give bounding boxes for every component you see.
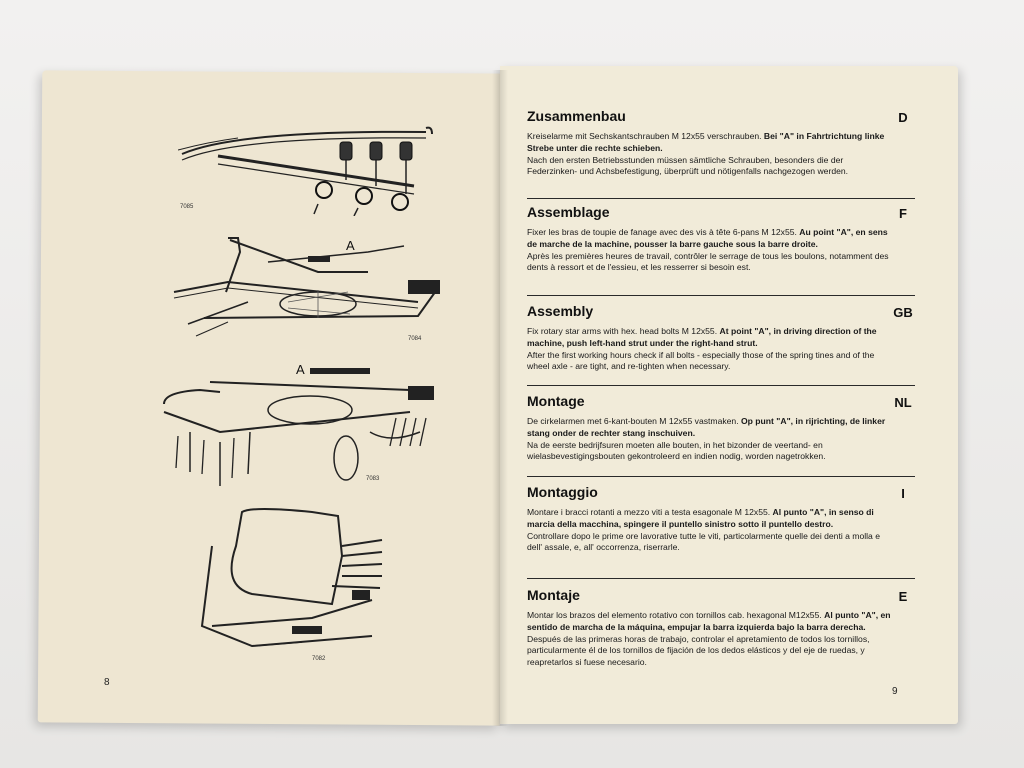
section-title-fr: Assemblage (527, 204, 610, 220)
lang-code-gb: GB (893, 305, 913, 320)
section-title-gb: Assembly (527, 303, 594, 319)
rail-bracket-drawing (178, 120, 436, 216)
rotor-tines-drawing (160, 362, 442, 490)
figure-3-point-label: A (296, 362, 305, 377)
section-body-it (527, 507, 893, 554)
figure-2-illustration (168, 232, 450, 344)
instruction-text: Fix rotary star arms with hex. head bolts M 12x55. (527, 326, 720, 336)
section-title-de: Zusammenbau (527, 108, 626, 124)
figure-4-illustration (192, 506, 388, 668)
instruction-bold-text: Op punt "A", in rijrichting, de linker stang onder de rechter stang inschuiven. (527, 416, 886, 438)
maintenance-text: Nach den ersten Betriebsstunden müssen sämtliche Schrauben, besonders die der Federzinken- und Achsbefestigung, überprüft und nötigenfalls nachgezogen werden. (527, 154, 849, 177)
section-title-nl: Montage (527, 393, 585, 409)
maintenance-text: Na de eerste bedrijfsuren moeten alle bouten, in het bizonder de veertand- en wielasbevestigingsbouten gekontroleerd en indien nodig, worden nagetrokken. (527, 439, 826, 462)
section-body-es (527, 610, 893, 669)
figure-3-code: 7083 (366, 476, 380, 482)
section-body-gb (527, 326, 893, 373)
instruction-bold-text: Au point "A", en sens de marche de la machine, pousser la barre gauche sous la barre droite. (527, 227, 888, 249)
right-page-number: 9 (892, 686, 898, 697)
left-page-number: 8 (104, 677, 110, 688)
section-fr (527, 204, 907, 274)
book-gutter (492, 70, 508, 726)
instruction-text: Montar los brazos del elemento rotativo con tornillos cab. hexagonal M12x55. (527, 610, 825, 620)
figure-1-illustration (178, 120, 436, 216)
section-divider (527, 385, 915, 386)
section-de (527, 108, 908, 178)
section-title-es: Montaje (527, 587, 580, 603)
lang-code-de: D (898, 110, 908, 125)
rotor-assembly-drawing (168, 232, 450, 344)
maintenance-text: Después de las primeras horas de trabajo, controlar el apretamiento de todos los tornillos, particularmente él de los tornillos de fijación de los dedos elásticos y del eje de ruedas, y reapretarlos si fuese necesario. (527, 633, 870, 668)
maintenance-text: Après les premières heures de travail, contrôler le serrage de tous les boulons, notamment des dents à ressort et de l'essieu, et les resserrer si besoin est. (527, 250, 889, 273)
section-it (527, 484, 905, 554)
instruction-bold-text: Al punto "A", en sentido de marcha de la máquina, empujar la barra izquierda bajo la barra derecha. (527, 610, 891, 632)
instruction-text: Fixer les bras de toupie de fanage avec des vis à tête 6-pans M 12x55. (527, 227, 800, 237)
section-nl (527, 393, 912, 463)
figure-4-code: 7082 (312, 656, 326, 662)
section-body-de (527, 131, 893, 178)
instruction-bold-text: Bei "A" in Fahrtrichtung linke Strebe unter die rechte schieben. (527, 131, 885, 153)
instruction-text: Kreiselarme mit Sechskantschrauben M 12x55 verschrauben. (527, 131, 764, 141)
section-divider (527, 198, 915, 199)
section-body-fr (527, 227, 893, 274)
instruction-bold-text: At point "A", in driving direction of the machine, push left-hand strut under the right-hand strut. (527, 326, 877, 348)
lang-code-fr: F (899, 206, 907, 221)
section-body-nl (527, 416, 893, 463)
section-gb (527, 303, 913, 373)
lang-code-es: E (898, 589, 908, 604)
section-divider (527, 295, 915, 296)
maintenance-text: Controllare dopo le prime ore lavorative tutte le viti, particolarmente quelle dei denti a molla e dell' assale, e, all' occorrenza, riserrarle. (527, 530, 881, 553)
lang-code-nl: NL (894, 395, 912, 410)
lang-code-it: I (901, 486, 905, 501)
instruction-bold-text: Al punto "A", in senso di marcia della macchina, spingere il puntello sinistro sotto il puntello destro. (527, 507, 874, 529)
figure-1-code: 7085 (180, 204, 194, 210)
section-title-it: Montaggio (527, 484, 598, 500)
maintenance-text: After the first working hours check if all bolts - especially those of the spring tines and of the wheel axle - are tight, and re-tighten when necessary. (527, 349, 875, 372)
figure-3-illustration (160, 362, 442, 490)
machine-guard-drawing (192, 506, 388, 668)
section-divider (527, 578, 915, 579)
section-divider (527, 476, 915, 477)
instruction-text: Montare i bracci rotanti a mezzo viti a testa esagonale M 12x55. (527, 507, 773, 517)
instruction-text: De cirkelarmen met 6-kant-bouten M 12x55 vastmaken. (527, 416, 741, 426)
figure-2-code: 7084 (408, 336, 422, 342)
figure-2-point-label: A (346, 238, 355, 253)
section-es (527, 587, 908, 669)
